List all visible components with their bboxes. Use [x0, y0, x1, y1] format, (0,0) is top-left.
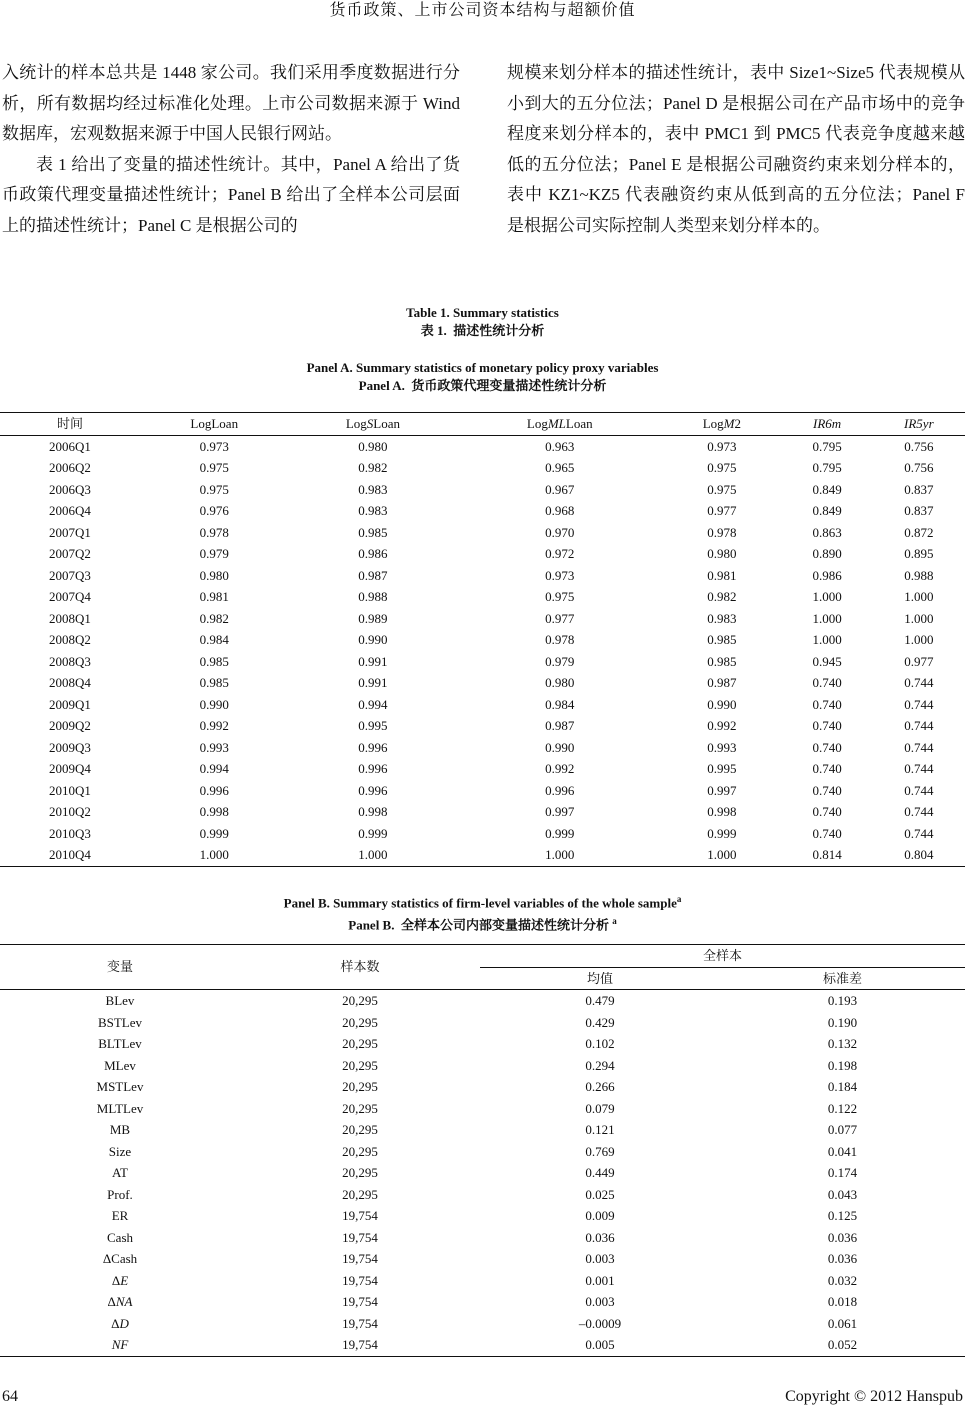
- table-cell: ER: [111, 1208, 129, 1223]
- table-cell: 0.975: [707, 481, 737, 497]
- table-cell: 0.978: [545, 632, 575, 647]
- table-cell: 20,295: [342, 1100, 378, 1116]
- column-header: LogLoan: [140, 413, 289, 436]
- table-cell: 0.744: [904, 761, 934, 776]
- table-cell: 0.980: [545, 675, 575, 690]
- table-cell: 0.009: [585, 1208, 615, 1223]
- table-cell: 0.992: [545, 761, 575, 776]
- table-cell: 0.985: [707, 632, 737, 647]
- table-row: [0, 1098, 965, 1120]
- table-cell: –0.0009: [578, 1315, 622, 1331]
- table-cell: 0.990: [707, 696, 737, 712]
- table-cell: 0.740: [812, 804, 842, 819]
- table-row: [0, 1076, 965, 1098]
- table-cell: 0.990: [545, 739, 575, 755]
- table-cell: 0.980: [358, 438, 388, 454]
- panel-a-title-en: Panel A. Summary statistics of monetary policy proxy variables: [306, 360, 659, 375]
- table-cell: 0.744: [904, 825, 934, 841]
- table-cell: 0.976: [199, 503, 229, 518]
- table-cell: 0.756: [904, 438, 934, 454]
- table-cell: 0.999: [199, 825, 229, 841]
- table-row: [0, 1055, 965, 1077]
- table-cell: Cash: [107, 1229, 133, 1245]
- table-cell: 0.963: [545, 438, 575, 454]
- table-cell: 0.429: [585, 1014, 615, 1030]
- table-cell: 0.999: [707, 825, 737, 841]
- table-cell: 0.740: [812, 718, 842, 733]
- table-cell: 0.740: [812, 761, 842, 776]
- table-cell: 0.983: [358, 481, 388, 497]
- table-row: [0, 1270, 965, 1292]
- table-cell: 0.998: [358, 804, 388, 819]
- table-cell: 0.122: [827, 1100, 858, 1116]
- table-cell: 0.973: [707, 438, 737, 454]
- table-cell: 0.982: [358, 460, 388, 475]
- table-cell: 19,754: [342, 1315, 378, 1331]
- table-row: [0, 522, 965, 544]
- table-row: [0, 801, 965, 823]
- table-row: [0, 1248, 965, 1270]
- table-cell: 2007Q3: [49, 567, 91, 583]
- table-cell: 0.996: [358, 739, 388, 755]
- table-cell: 19,754: [342, 1251, 378, 1266]
- table-cell: 2010Q2: [49, 804, 91, 819]
- table-cell: 0.972: [545, 546, 575, 561]
- table-cell: 0.036: [827, 1229, 858, 1245]
- panel-a-table-body: [0, 435, 965, 866]
- table-cell: 0.977: [904, 653, 934, 669]
- table-cell: 0.003: [585, 1294, 615, 1309]
- table-cell: 0.984: [545, 696, 575, 712]
- table-cell: 0.996: [199, 782, 229, 798]
- table-cell: 20,295: [342, 1079, 378, 1094]
- table-cell: 0.079: [585, 1100, 615, 1116]
- table-row: [0, 672, 965, 694]
- table-cell: 0.032: [827, 1272, 858, 1288]
- table-cell: 0.987: [707, 675, 737, 690]
- table-cell: 0.995: [707, 761, 737, 776]
- table-cell: 0.978: [199, 524, 229, 540]
- table-cell: 0.979: [199, 546, 229, 561]
- table-row: [0, 1313, 965, 1335]
- table-cell: 2010Q1: [49, 782, 91, 798]
- table-cell: 19,754: [342, 1208, 378, 1223]
- running-head: 货币政策、上市公司资本结构与超额价值: [329, 2, 636, 19]
- table-cell: 0.982: [199, 610, 229, 626]
- table-cell: 1.000: [904, 632, 934, 647]
- table-cell: BLTLev: [98, 1036, 142, 1051]
- table-cell: 0.740: [812, 696, 842, 712]
- table-cell: 0.975: [707, 460, 737, 475]
- table-cell: 1.000: [457, 844, 662, 866]
- table-title-zh-prefix: 表 1.: [420, 323, 447, 338]
- table-cell: NF: [0, 1334, 240, 1356]
- table-cell: 0.968: [545, 503, 575, 518]
- table-cell: 0.744: [904, 718, 934, 733]
- table-cell: 0.814: [782, 844, 873, 866]
- table-cell: 20,295: [342, 1122, 378, 1137]
- table-cell: 0.190: [827, 1014, 858, 1030]
- copyright: Copyright © 2012 Hanspub: [785, 1388, 963, 1405]
- table-cell: ΔD: [111, 1315, 129, 1331]
- table-cell: 0.479: [585, 993, 615, 1008]
- table-cell: 0.025: [585, 1186, 615, 1202]
- table-cell: 0.984: [199, 632, 229, 647]
- table-cell: 2009Q2: [49, 718, 91, 733]
- table-cell: 0.973: [199, 438, 229, 454]
- table-cell: 1.000: [812, 632, 842, 647]
- table-cell: 0.985: [358, 524, 388, 540]
- table-cell: 2008Q1: [49, 610, 91, 626]
- table-cell: 0.992: [199, 718, 229, 733]
- table-cell: 0.992: [707, 718, 737, 733]
- table-cell: 0.744: [904, 675, 934, 690]
- table-cell: 0.980: [199, 567, 229, 583]
- table-cell: 0.997: [707, 782, 737, 798]
- panel-a-table: [0, 412, 965, 867]
- table-cell: 0.973: [545, 567, 575, 583]
- table-cell: 0.981: [707, 567, 737, 583]
- column-header: IR5yr: [873, 413, 965, 436]
- table-cell: 0.003: [585, 1251, 615, 1266]
- table-row: [0, 1141, 965, 1163]
- panel-a-title-zh: 货币政策代理变量描述性统计分析: [411, 379, 607, 394]
- table-cell: 0.895: [904, 546, 934, 561]
- table-cell: 0.988: [904, 567, 934, 583]
- table-cell: 0.977: [545, 610, 575, 626]
- panel-b-title-zh-line: [0, 912, 965, 935]
- table-cell: 0.977: [707, 503, 737, 518]
- panel-b-title: [0, 890, 965, 936]
- table-row: [0, 1012, 965, 1034]
- table-cell: 0.266: [585, 1079, 615, 1094]
- table-cell: 0.849: [812, 503, 842, 518]
- table-cell: 0.998: [707, 804, 737, 819]
- table-title-en: Table 1. Summary statistics: [406, 305, 559, 320]
- panel-a-title: [0, 359, 965, 396]
- table-cell: 0.174: [827, 1165, 858, 1180]
- table-cell: 0.036: [585, 1229, 615, 1245]
- table-cell: 0.744: [904, 804, 934, 819]
- table-cell: 0.997: [545, 804, 575, 819]
- table-cell: 2008Q2: [49, 632, 91, 647]
- table-cell: 0.996: [545, 782, 575, 798]
- table-cell: 1.000: [289, 844, 458, 866]
- table-cell: 0.978: [707, 524, 737, 540]
- table-row: [0, 1119, 965, 1141]
- table-row: [0, 990, 965, 1012]
- footnote-marker: a: [612, 916, 617, 927]
- table-cell: 0.991: [358, 653, 388, 669]
- table-cell: 0.987: [545, 718, 575, 733]
- column-header: LogMLLoan: [457, 413, 662, 436]
- table-cell: 2007Q4: [49, 589, 91, 604]
- table-cell: MSTLev: [96, 1079, 144, 1094]
- table-cell: 2008Q4: [49, 675, 91, 690]
- table-cell: 0.036: [827, 1251, 858, 1266]
- table-cell: 0.740: [812, 675, 842, 690]
- body-paragraph: 规模来划分样本的描述性统计，表中 Size1~Size5 代表规模从小到大的五分位法；Panel D 是根据公司在产品市场中的竞争程度来划分样本的，表中 PMC1 到 PMC5 代表竞争度越来越低的五分位法；Panel E 是根据公司融资约束来划分样本的，表中 KZ1~KZ5 代表融资约束从低到高的五分位法；Panel F 是根据公司实际控制人类型来划分样本的。: [507, 63, 965, 235]
- table-cell: 0.795: [812, 460, 842, 475]
- table-row: [0, 844, 965, 866]
- table-cell: 0.981: [199, 589, 229, 604]
- table-row: [0, 565, 965, 587]
- table-cell: 0.967: [545, 481, 575, 497]
- panel-a-title-zh-line: [0, 377, 965, 396]
- table-row: [0, 1205, 965, 1227]
- table-cell: Prof.: [107, 1186, 133, 1202]
- table-cell: 1.000: [140, 844, 289, 866]
- table-cell: 0.994: [358, 696, 388, 712]
- table-row: [0, 457, 965, 479]
- table-cell: 2006Q2: [49, 460, 91, 475]
- table-row: [0, 629, 965, 651]
- table-cell: 0.795: [812, 438, 842, 454]
- table-cell: 19,754: [342, 1272, 378, 1288]
- panel-b-title-zh-prefix: Panel B.: [348, 917, 395, 933]
- table-title: [0, 304, 965, 341]
- table-row: [0, 737, 965, 759]
- panel-b-title-en-line: [0, 890, 965, 912]
- table-cell: 0.986: [358, 546, 388, 561]
- body-paragraph: 入统计的样本总共是 1448 家公司。我们采用季度数据进行分析，所有数据均经过标准化处理。上市公司数据来源于 Wind 数据库，宏观数据来源于中国人民银行网站。: [2, 63, 460, 144]
- table-cell: 19,754: [240, 1334, 480, 1356]
- table-cell: 20,295: [342, 1143, 378, 1159]
- column-header: 时间: [0, 413, 140, 436]
- table-cell: ΔNA: [107, 1294, 133, 1309]
- table-cell: 20,295: [342, 1057, 378, 1073]
- table-cell: 0.975: [545, 589, 575, 604]
- table-cell: BLev: [105, 993, 135, 1008]
- table-cell: 0.052: [720, 1334, 965, 1356]
- table-row: [0, 608, 965, 630]
- column-header: 变量: [0, 945, 240, 990]
- table-cell: 2006Q3: [49, 481, 91, 497]
- table-cell: 0.982: [707, 589, 737, 604]
- column-header: LogM2: [662, 413, 781, 436]
- table-cell: 2009Q4: [49, 761, 91, 776]
- table-cell: 0.980: [707, 546, 737, 561]
- table-cell: 0.804: [873, 844, 965, 866]
- table-cell: BSTLev: [97, 1014, 143, 1030]
- table-cell: 0.043: [827, 1186, 858, 1202]
- body-paragraph: 表 1 给出了变量的描述性统计。其中，Panel A 给出了货币政策代理变量描述性统计；Panel B 给出了全样本公司层面上的描述性统计；Panel C 是根据公司的: [2, 154, 460, 235]
- table-cell: 0.985: [199, 653, 229, 669]
- table-cell: 0.125: [827, 1208, 858, 1223]
- table-cell: 0.769: [585, 1143, 615, 1159]
- table-cell: 0.837: [904, 503, 934, 518]
- table-cell: MLTLev: [96, 1100, 144, 1116]
- table-cell: 0.184: [827, 1079, 858, 1094]
- table-cell: 1.000: [812, 610, 842, 626]
- table-cell: 0.999: [358, 825, 388, 841]
- table-cell: 0.849: [812, 481, 842, 497]
- table-cell: 0.102: [585, 1036, 615, 1051]
- table-row: [0, 1291, 965, 1313]
- column-group-header: 全样本: [480, 945, 965, 968]
- table-cell: 20,295: [342, 1014, 378, 1030]
- table-cell: Size: [108, 1143, 132, 1159]
- table-row: [0, 651, 965, 673]
- table-cell: 1.000: [662, 844, 781, 866]
- table-cell: 0.998: [199, 804, 229, 819]
- table-cell: 1.000: [812, 589, 842, 604]
- table-cell: 0.975: [199, 481, 229, 497]
- table-cell: 0.985: [707, 653, 737, 669]
- table-title-zh: 描述性统计分析: [453, 324, 545, 339]
- column-header: LogSLoan: [289, 413, 458, 436]
- table-cell: 0.001: [585, 1272, 615, 1288]
- column-header: 样本数: [240, 945, 480, 990]
- table-cell: 1.000: [904, 610, 934, 626]
- table-cell: ΔE: [111, 1272, 129, 1288]
- table-cell: 0.744: [904, 739, 934, 755]
- table-cell: 0.863: [812, 524, 842, 540]
- table-cell: 0.987: [358, 567, 388, 583]
- table-row: [0, 1184, 965, 1206]
- table-cell: 0.193: [827, 993, 858, 1008]
- table-cell: 0.996: [358, 761, 388, 776]
- table-cell: 0.995: [358, 718, 388, 733]
- panel-a-title-zh-prefix: Panel A.: [358, 378, 405, 393]
- table-row: [0, 715, 965, 737]
- table-cell: 0.872: [904, 524, 934, 540]
- table-cell: 0.999: [545, 825, 575, 841]
- panel-b-title-zh: 全样本公司内部变量描述性统计分析: [400, 918, 609, 934]
- table-row: [0, 500, 965, 522]
- table-cell: 1.000: [904, 589, 934, 604]
- table-cell: 0.965: [545, 460, 575, 475]
- table-cell: 0.985: [199, 675, 229, 690]
- page-number: 64: [2, 1388, 18, 1405]
- table-cell: 0.294: [585, 1057, 615, 1073]
- table-cell: 0.990: [199, 696, 229, 712]
- table-cell: ΔCash: [102, 1251, 138, 1266]
- table-cell: 0.740: [812, 825, 842, 841]
- table-cell: 2006Q4: [49, 503, 91, 518]
- table-row: [0, 1033, 965, 1055]
- panel-b-table-body: [0, 990, 965, 1357]
- table-cell: 19,754: [342, 1294, 378, 1309]
- table-cell: 0.837: [904, 481, 934, 497]
- column-header: IR6m: [782, 413, 873, 436]
- table-cell: 2010Q3: [49, 825, 91, 841]
- table-cell: 0.979: [545, 653, 575, 669]
- table-cell: 0.989: [358, 610, 388, 626]
- table-cell: MLev: [104, 1057, 136, 1073]
- table-row: [0, 1162, 965, 1184]
- table-cell: 2010Q4: [0, 844, 140, 866]
- table-cell: 2008Q3: [49, 653, 91, 669]
- table-cell: 0.744: [904, 782, 934, 798]
- table-cell: 0.986: [812, 567, 842, 583]
- table-cell: MB: [109, 1122, 131, 1137]
- table-cell: 20,295: [342, 1165, 378, 1180]
- table-row: [0, 586, 965, 608]
- panel-b-title-en: Panel B. Summary statistics of firm-level variables of the whole sample: [283, 895, 677, 911]
- table-row: [0, 780, 965, 802]
- table-cell: 0.132: [827, 1036, 858, 1051]
- table-cell: AT: [112, 1165, 128, 1180]
- table-cell: 2007Q1: [49, 524, 91, 540]
- table-cell: 0.945: [812, 653, 842, 669]
- table-row: [0, 758, 965, 780]
- table-row: [0, 543, 965, 565]
- table-cell: 0.449: [585, 1165, 615, 1180]
- table-cell: 0.744: [904, 696, 934, 712]
- table-cell: 0.983: [707, 610, 737, 626]
- table-cell: 0.041: [827, 1143, 858, 1159]
- table-cell: 2009Q1: [49, 696, 91, 712]
- table-cell: 0.990: [358, 632, 388, 647]
- table-cell: 0.994: [199, 761, 229, 776]
- table-cell: 0.740: [812, 739, 842, 755]
- table-row: [0, 1227, 965, 1249]
- table-cell: 0.005: [480, 1334, 720, 1356]
- table-cell: 0.991: [358, 675, 388, 690]
- table-cell: 0.890: [812, 546, 842, 561]
- table-cell: 0.121: [585, 1122, 615, 1137]
- table-row: [0, 823, 965, 845]
- table-cell: 2007Q2: [49, 546, 91, 561]
- table-cell: 0.993: [707, 739, 737, 755]
- column-header: 均值: [480, 967, 720, 990]
- table-cell: 2006Q1: [49, 438, 91, 454]
- body-left-column: [2, 58, 460, 242]
- table-row: [0, 479, 965, 501]
- table-cell: 0.983: [358, 503, 388, 518]
- table-cell: 20,295: [342, 993, 378, 1008]
- table-cell: 0.061: [827, 1315, 858, 1331]
- table-cell: 0.970: [545, 524, 575, 540]
- panel-b-table: [0, 944, 965, 1357]
- table-cell: 2009Q3: [49, 739, 91, 755]
- table-cell: 0.756: [904, 460, 934, 475]
- body-right-column: [507, 58, 965, 242]
- table-cell: 0.993: [199, 739, 229, 755]
- table-row: [0, 694, 965, 716]
- footnote-marker: a: [676, 894, 682, 904]
- table-row: [0, 435, 965, 457]
- column-header: 标准差: [720, 967, 965, 990]
- table-cell: 0.740: [812, 782, 842, 798]
- table-cell: 20,295: [342, 1036, 378, 1051]
- table-cell: 0.198: [827, 1057, 858, 1073]
- table-cell: 19,754: [342, 1229, 378, 1245]
- table-title-zh-line: [0, 322, 965, 341]
- table-row: [0, 1334, 965, 1356]
- table-cell: 0.018: [827, 1294, 858, 1309]
- table-cell: 20,295: [342, 1186, 378, 1202]
- table-cell: 0.077: [827, 1122, 858, 1137]
- table-cell: 0.988: [358, 589, 388, 604]
- table-cell: 0.996: [358, 782, 388, 798]
- table-cell: 0.975: [199, 460, 229, 475]
